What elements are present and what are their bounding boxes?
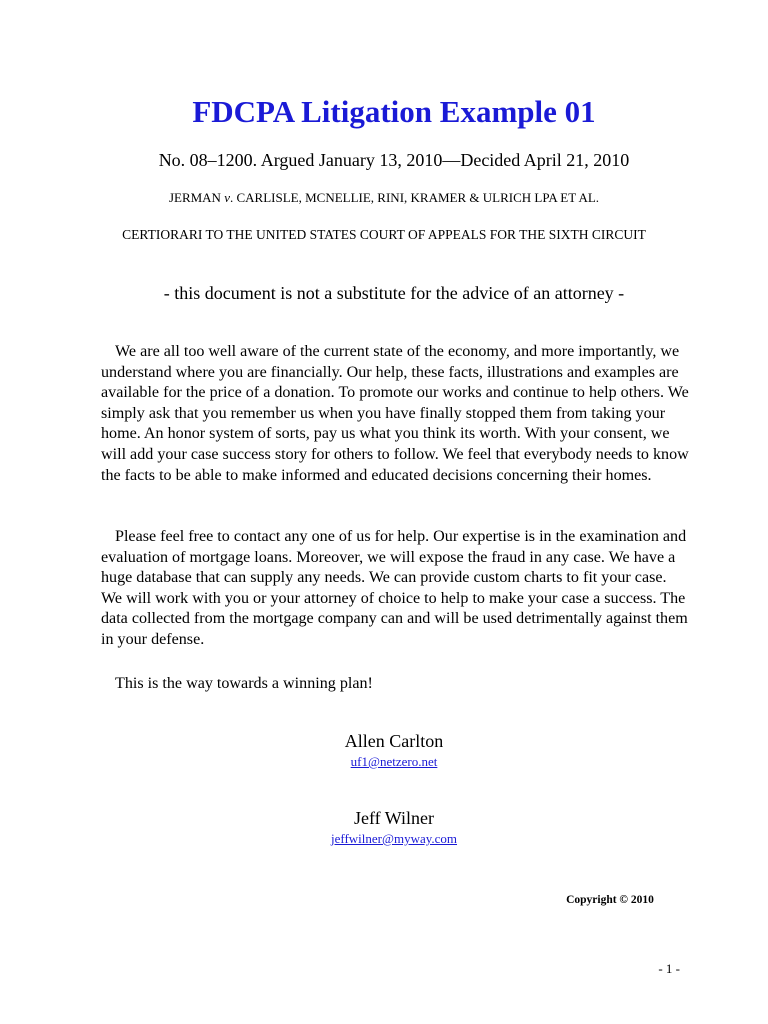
body-paragraph-1: We are all too well aware of the current state of the economy, and more importantly, we understand where you are financially. Our help, these facts, illustrations and examples are available for the price of a donation. To promote our works and continue to help others. We simply ask that you remember us when you have finally stopped them from taking your home. An honor system of sorts, pay us what you think its worth. With your consent, we will add your case success story for others to follow. We feel that everybody needs to know the facts to be able to make informed and educated decisions concerning their homes. [101,343,689,484]
page-number: - 1 - [658,961,680,976]
plaintiff-name: JERMAN [168,190,221,205]
disclaimer: - this document is not a substitute for the advice of an attorney - [163,283,625,303]
signatory-name-2: Jeff Wilner [353,808,435,828]
case-parties [0,189,768,207]
signatory-email-2 [0,831,768,847]
body-paragraph-3: This is the way towards a winning plan! [115,675,373,692]
email-link-2[interactable]: jeffwilner@myway.com [330,831,458,846]
email-link-1[interactable]: uf1@netzero.net [350,754,438,769]
signatory-name-1: Allen Carlton [344,731,444,751]
versus-label: v [224,190,230,205]
case-number-line: No. 08–1200. Argued January 13, 2010—Decided April 21, 2010 [158,150,630,170]
body-paragraph-2: Please feel free to contact any one of us for help. Our expertise is in the examination and evaluation of mortgage loans. Moreover, we will expose the fraud in any case. We have a huge database that can supply any needs. We can provide custom charts to fit your case. We will work with you or your attorney of choice to help to make your case a success. The data collected from the mortgage company can and will be used detrimentally against them in your defense. [101,528,688,648]
certiorari-line: CERTIORARI TO THE UNITED STATES COURT OF APPEALS FOR THE SIXTH CIRCUIT [122,227,646,242]
copyright-notice: Copyright © 2010 [566,894,654,906]
document-title: FDCPA Litigation Example 01 [192,94,596,129]
signatory-email-1 [0,754,768,770]
defendant-name: . CARLISLE, MCNELLIE, RINI, KRAMER & ULRICH LPA ET AL. [229,190,600,205]
